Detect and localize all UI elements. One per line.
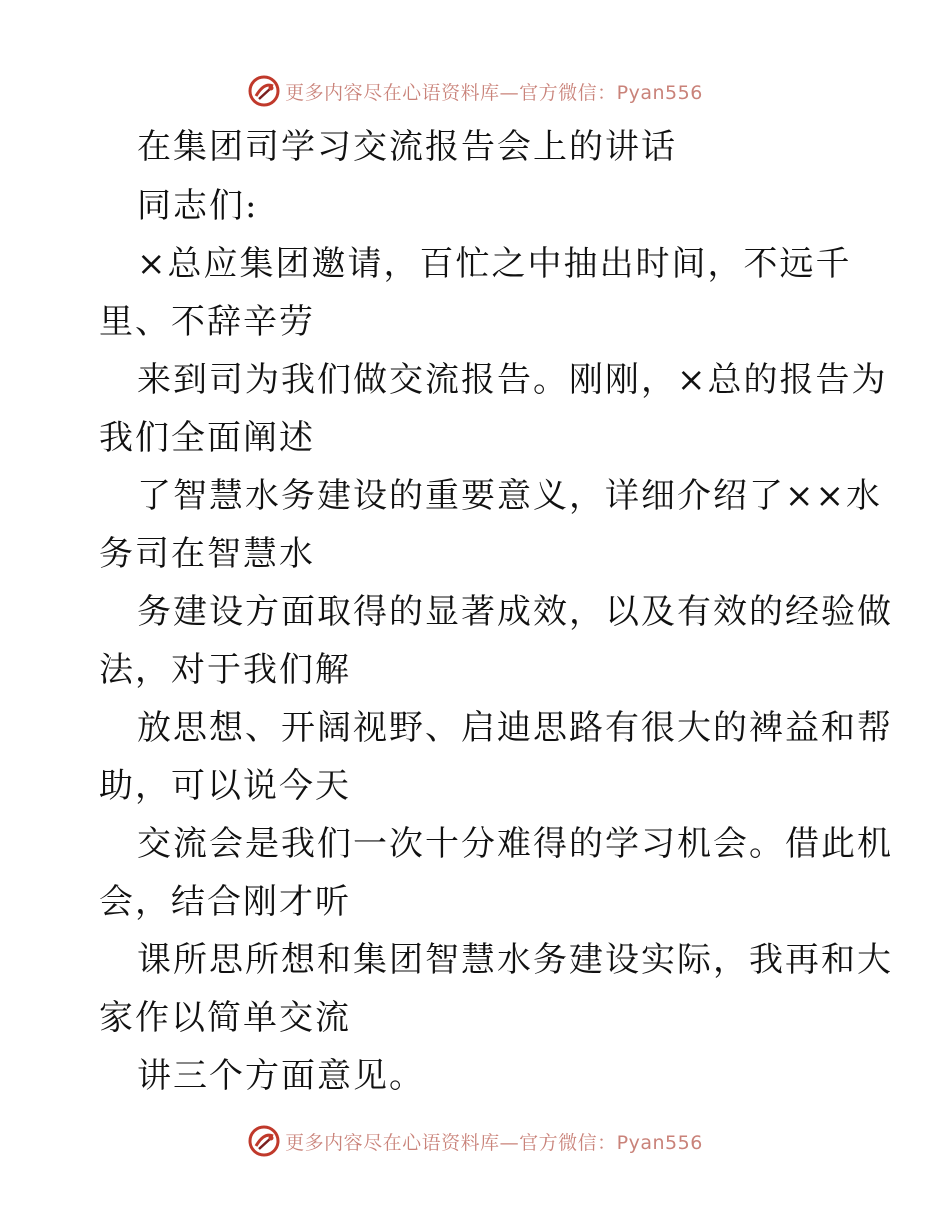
paragraph-line: 会，结合刚才听 [99,882,351,922]
paragraph-line: 来到司为我们做交流报告。刚刚，×总的报告为 [137,360,888,400]
paragraph-line: 课所思所想和集团智慧水务建设实际，我再和大 [137,940,893,980]
paragraph-line: 家作以简单交流 [99,998,351,1038]
paragraph-line: 里、不辞辛劳 [99,302,315,342]
paragraph-line: 法，对于我们解 [99,650,351,690]
watermark-text: 更多内容尽在心语资料库—官方微信：Pyan556 [285,1131,703,1154]
document-title: 在集团司学习交流报告会上的讲话 [137,127,677,167]
paragraph-line: 讲三个方面意见。 [137,1056,425,1096]
watermark-text: 更多内容尽在心语资料库—官方微信：Pyan556 [285,81,703,104]
red-seal-logo-icon [247,1124,281,1158]
paragraph-line: 了智慧水务建设的重要意义，详细介绍了××水 [137,476,882,516]
watermark-banner-bottom [0,1121,950,1161]
paragraph-line: 务司在智慧水 [99,534,315,574]
paragraph-line: 务建设方面取得的显著成效，以及有效的经验做 [137,592,893,632]
paragraph-line: 放思想、开阔视野、启迪思路有很大的裨益和帮 [137,708,893,748]
salutation: 同志们: [137,186,259,226]
paragraph-line: 交流会是我们一次十分难得的学习机会。借此机 [137,824,893,864]
paragraph-line: 我们全面阐述 [99,418,315,458]
paragraph-line: ×总应集团邀请，百忙之中抽出时间，不远千 [137,244,852,284]
paragraph-line: 助，可以说今天 [99,766,351,806]
